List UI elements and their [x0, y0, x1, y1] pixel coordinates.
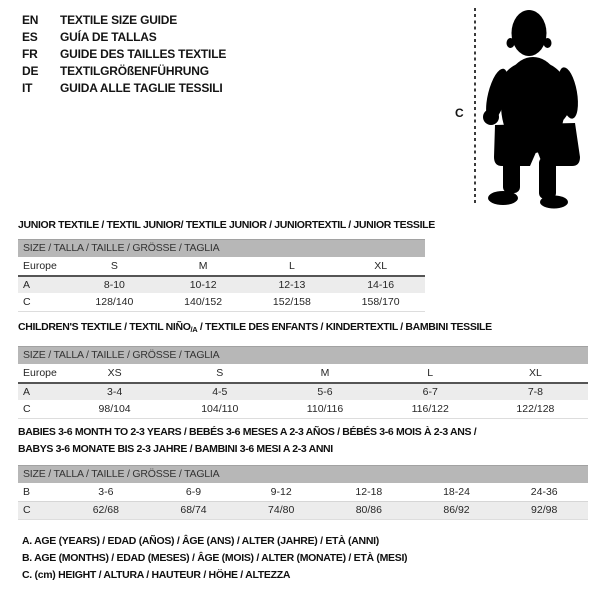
value-cell: 128/140 — [95, 296, 134, 308]
row-label: C — [23, 403, 31, 415]
value-cell: 116/122 — [411, 403, 449, 415]
value-cell: 122/128 — [516, 403, 555, 415]
value-cell: 98/104 — [98, 403, 131, 415]
size-cell: XL — [528, 367, 542, 379]
value-cell: 7-8 — [527, 386, 543, 398]
value-cell: 14-16 — [367, 279, 395, 291]
title-text: / TEXTILE DES ENFANTS / KINDERTEXTIL / BAMBINI TESSILE — [197, 321, 492, 333]
size-cell: L — [427, 367, 434, 379]
value-cell: 6-7 — [422, 386, 438, 398]
row-label: A — [23, 386, 31, 398]
row-label: A — [23, 279, 31, 291]
table-row-height — [18, 400, 588, 418]
value-cell: 110/116 — [306, 403, 344, 415]
toddler-silhouette-image — [483, 5, 600, 210]
height-dashed-line — [474, 8, 476, 206]
guide-title: GUÍA DE TALLAS — [60, 30, 157, 45]
table-row-age — [18, 382, 588, 400]
title-subscript: /A — [190, 325, 198, 334]
size-cell: S — [216, 367, 224, 379]
value-cell: 24-36 — [530, 486, 558, 498]
legend-footnotes — [22, 535, 407, 586]
value-cell: 152/158 — [272, 296, 311, 308]
babies-section-title — [18, 424, 476, 457]
value-cell: 92/98 — [531, 504, 558, 516]
table-row-height — [18, 501, 588, 519]
height-measure-label: C — [455, 106, 464, 120]
list-item — [22, 79, 226, 96]
title-line-1: BABIES 3-6 MONTH TO 2-3 YEARS / BEBÉS 3-6 MESES A 2-3 AÑOS / BÉBÉS 3-6 MOIS À 2-3 ANS / — [18, 426, 477, 438]
children-size-table — [18, 346, 588, 419]
guide-title: GUIDA ALLE TAGLIE TESSILI — [60, 80, 223, 95]
babies-size-table — [18, 465, 588, 520]
size-header-bar: SIZE / TALLA / TAILLE / GRÖSSE / TAGLIA — [18, 465, 588, 483]
value-cell: 6-9 — [185, 486, 202, 498]
guide-title: TEXTILE SIZE GUIDE — [60, 13, 178, 28]
list-item — [22, 29, 226, 46]
footnote-age-months: B. AGE (MONTHS) / EDAD (MESES) / ÂGE (MOIS) / ALTER (MONATE) / ETÀ (MESI) — [22, 551, 408, 564]
value-cell: 140/152 — [184, 296, 223, 308]
value-cell: 74/80 — [268, 504, 295, 516]
value-cell: 12-18 — [355, 486, 383, 498]
junior-section-title: JUNIOR TEXTILE / TEXTIL JUNIOR/ TEXTILE JUNIOR / JUNIORTEXTIL / JUNIOR TESSILE — [18, 219, 435, 231]
value-cell: 12-13 — [278, 279, 306, 291]
value-cell: 4-5 — [212, 386, 228, 398]
row-label: Europe — [23, 367, 57, 379]
row-label: C — [23, 296, 31, 308]
size-header-bar: SIZE / TALLA / TAILLE / GRÖSSE / TAGLIA — [18, 346, 588, 364]
value-cell: 8-10 — [103, 279, 125, 291]
value-cell: 86/92 — [443, 504, 470, 516]
table-row-europe — [18, 364, 588, 382]
language-code: EN — [22, 13, 39, 28]
row-label: C — [23, 504, 31, 516]
value-cell: 62/68 — [92, 504, 119, 516]
guide-title: GUIDE DES TAILLES TEXTILE — [60, 46, 227, 61]
table-row-age-months — [18, 483, 588, 501]
value-cell: 5-6 — [317, 386, 333, 398]
value-cell: 18-24 — [443, 486, 470, 498]
row-label: B — [23, 486, 31, 498]
row-label: Europe — [23, 260, 57, 272]
value-cell: 80/86 — [355, 504, 382, 516]
list-item — [22, 62, 226, 79]
list-item — [22, 46, 226, 63]
value-cell: 10-12 — [189, 279, 217, 291]
size-cell: L — [288, 260, 295, 272]
value-cell: 3-4 — [107, 386, 123, 398]
value-cell: 104/110 — [201, 403, 239, 415]
size-cell: XL — [374, 260, 388, 272]
list-item — [22, 12, 226, 29]
size-cell: XS — [107, 367, 122, 379]
language-title-list — [22, 12, 226, 96]
language-code: IT — [22, 80, 33, 95]
value-cell: 3-6 — [98, 486, 114, 498]
table-row-height — [18, 293, 425, 311]
language-code: DE — [22, 63, 39, 78]
footnote-height: C. (cm) HEIGHT / ALTURA / HAUTEUR / HÖHE / ALTEZZA — [22, 568, 291, 581]
size-cell: M — [320, 367, 330, 379]
value-cell: 68/74 — [180, 504, 207, 516]
language-code: ES — [22, 30, 38, 45]
title-text: CHILDREN'S TEXTILE / TEXTIL NIÑO — [18, 321, 191, 333]
table-row-europe — [18, 257, 425, 275]
children-section-title — [18, 319, 492, 339]
footnote-age-years: A. AGE (YEARS) / EDAD (AÑOS) / ÂGE (ANS) / ALTER (JAHRE) / ETÀ (ANNI) — [22, 535, 379, 547]
guide-title: TEXTILGRÖßENFÜHRUNG — [60, 63, 209, 78]
value-cell: 158/170 — [361, 296, 400, 308]
language-code: FR — [22, 46, 38, 61]
size-cell: M — [198, 260, 208, 272]
size-header-bar: SIZE / TALLA / TAILLE / GRÖSSE / TAGLIA — [18, 239, 425, 257]
size-cell: S — [110, 260, 118, 272]
table-row-age — [18, 275, 425, 293]
junior-size-table — [18, 239, 425, 312]
value-cell: 9-12 — [270, 486, 292, 498]
title-line-2: BABYS 3-6 MONATE BIS 2-3 JAHRE / BAMBINI 3-6 MESI A 2-3 ANNI — [18, 442, 333, 455]
